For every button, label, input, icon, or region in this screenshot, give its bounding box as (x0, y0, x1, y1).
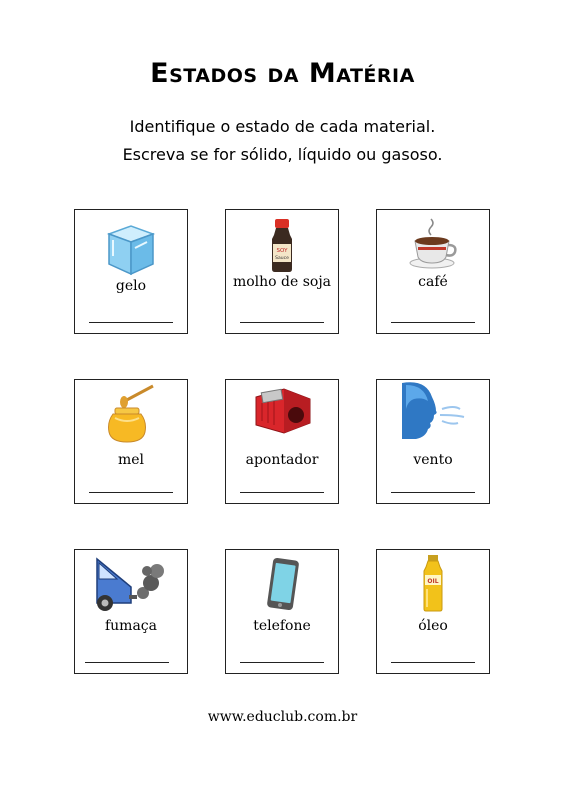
wind-face-icon (377, 382, 489, 440)
card-label: vento (413, 452, 453, 468)
card-oleo (376, 549, 490, 674)
card-mel (74, 379, 188, 504)
footer-url: www.educlub.com.br (207, 709, 358, 725)
card-label: óleo (418, 618, 448, 634)
card-label: telefone (253, 618, 311, 634)
answer-line (89, 492, 173, 493)
soy-label-top: SOY (276, 248, 288, 254)
card-apontador (225, 379, 339, 504)
card-label: apontador (245, 452, 319, 468)
honey-jar-icon (75, 384, 187, 442)
card-molho-de-soja (225, 209, 339, 334)
instruction-line-1: Identifique o estado de cada material. (129, 117, 436, 136)
card-vento (376, 379, 490, 504)
answer-line (240, 662, 324, 663)
soy-sauce-bottle-icon (226, 216, 338, 274)
answer-line (85, 662, 169, 663)
instruction-line-2: Escreva se for sólido, líquido ou gasoso. (122, 145, 443, 164)
card-fumaca (74, 549, 188, 674)
ice-cube-icon (75, 220, 187, 278)
answer-line (391, 492, 475, 493)
answer-line (240, 492, 324, 493)
oil-bottle-icon (377, 554, 489, 612)
card-label: gelo (115, 278, 147, 294)
smartphone-icon (226, 556, 338, 614)
card-gelo (74, 209, 188, 334)
answer-line (240, 322, 324, 323)
answer-line (391, 322, 475, 323)
card-label: café (418, 274, 448, 290)
car-exhaust-smoke-icon (75, 554, 187, 612)
pencil-sharpener-icon (226, 384, 338, 442)
card-label: fumaça (104, 618, 157, 634)
coffee-cup-icon (377, 214, 489, 272)
card-telefone (225, 549, 339, 674)
oil-label: OIL (427, 578, 439, 585)
card-label: mel (117, 452, 145, 468)
card-label: molho de soja (232, 274, 332, 290)
soy-label-bottom: Sauce (275, 256, 289, 261)
card-cafe (376, 209, 490, 334)
page-title: Estados da Matéria (150, 58, 415, 89)
answer-line (89, 322, 173, 323)
answer-line (391, 662, 475, 663)
